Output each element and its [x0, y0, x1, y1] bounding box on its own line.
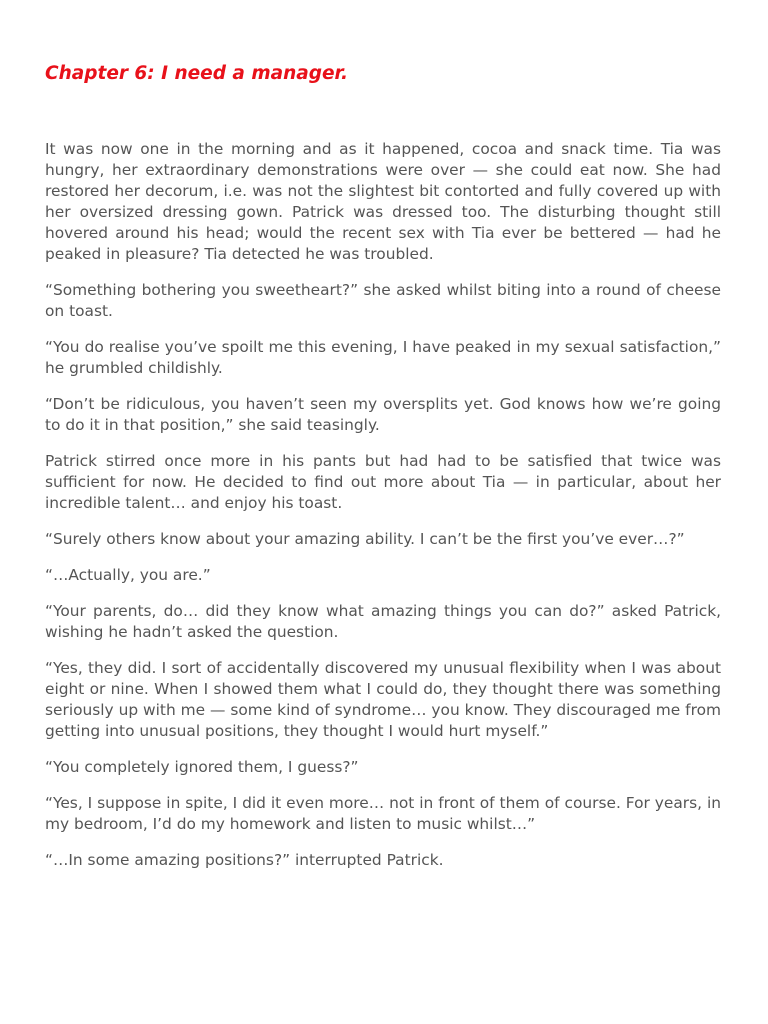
paragraph: “Something bothering you sweetheart?” she asked whilst biting into a round of cheese on toast.	[45, 281, 721, 320]
paragraph: Patrick stirred once more in his pants but had had to be satisfied that twice was sufficient for now. He decided to find out more about Tia — in particular, about her incredible talent… and enjoy his toast.	[45, 452, 721, 512]
paragraph: “You completely ignored them, I guess?”	[45, 758, 359, 776]
chapter-body	[45, 139, 721, 871]
paragraph: “Yes, I suppose in spite, I did it even more… not in front of them of course. For years, in my bedroom, I’d do my homework and listen to music whilst…”	[45, 794, 721, 833]
paragraph: It was now one in the morning and as it happened, cocoa and snack time. Tia was hungry, her extraordinary demonstrations were over — she could eat now. She had restored her decorum, i.e. was not the slightest bit contorted and fully covered up with her oversized dressing gown. Patrick was dressed too. The disturbing thought still hovered around his head; would the recent sex with Tia ever be bettered — had he peaked in pleasure? Tia detected he was troubled.	[45, 140, 721, 263]
paragraph: “…In some amazing positions?” interrupted Patrick.	[45, 851, 444, 869]
paragraph: “Don’t be ridiculous, you haven’t seen my oversplits yet. God knows how we’re going to do it in that position,” she said teasingly.	[45, 395, 721, 434]
chapter-title: Chapter 6: I need a manager.	[45, 63, 349, 84]
paragraph: “Surely others know about your amazing ability. I can’t be the first you’ve ever…?”	[45, 530, 685, 548]
paragraph: “…Actually, you are.”	[45, 566, 211, 584]
document-page	[45, 0, 721, 886]
paragraph: “Yes, they did. I sort of accidentally discovered my unusual flexibility when I was about eight or nine. When I showed them what I could do, they thought there was something seriously up with me — some kind of syndrome… you know. They discouraged me from getting into unusual positions, they thought I would hurt myself.”	[45, 659, 721, 740]
paragraph: “You do realise you’ve spoilt me this evening, I have peaked in my sexual satisfaction,” he grumbled childishly.	[45, 338, 721, 377]
paragraph: “Your parents, do… did they know what amazing things you can do?” asked Patrick, wishing he hadn’t asked the question.	[45, 602, 721, 641]
